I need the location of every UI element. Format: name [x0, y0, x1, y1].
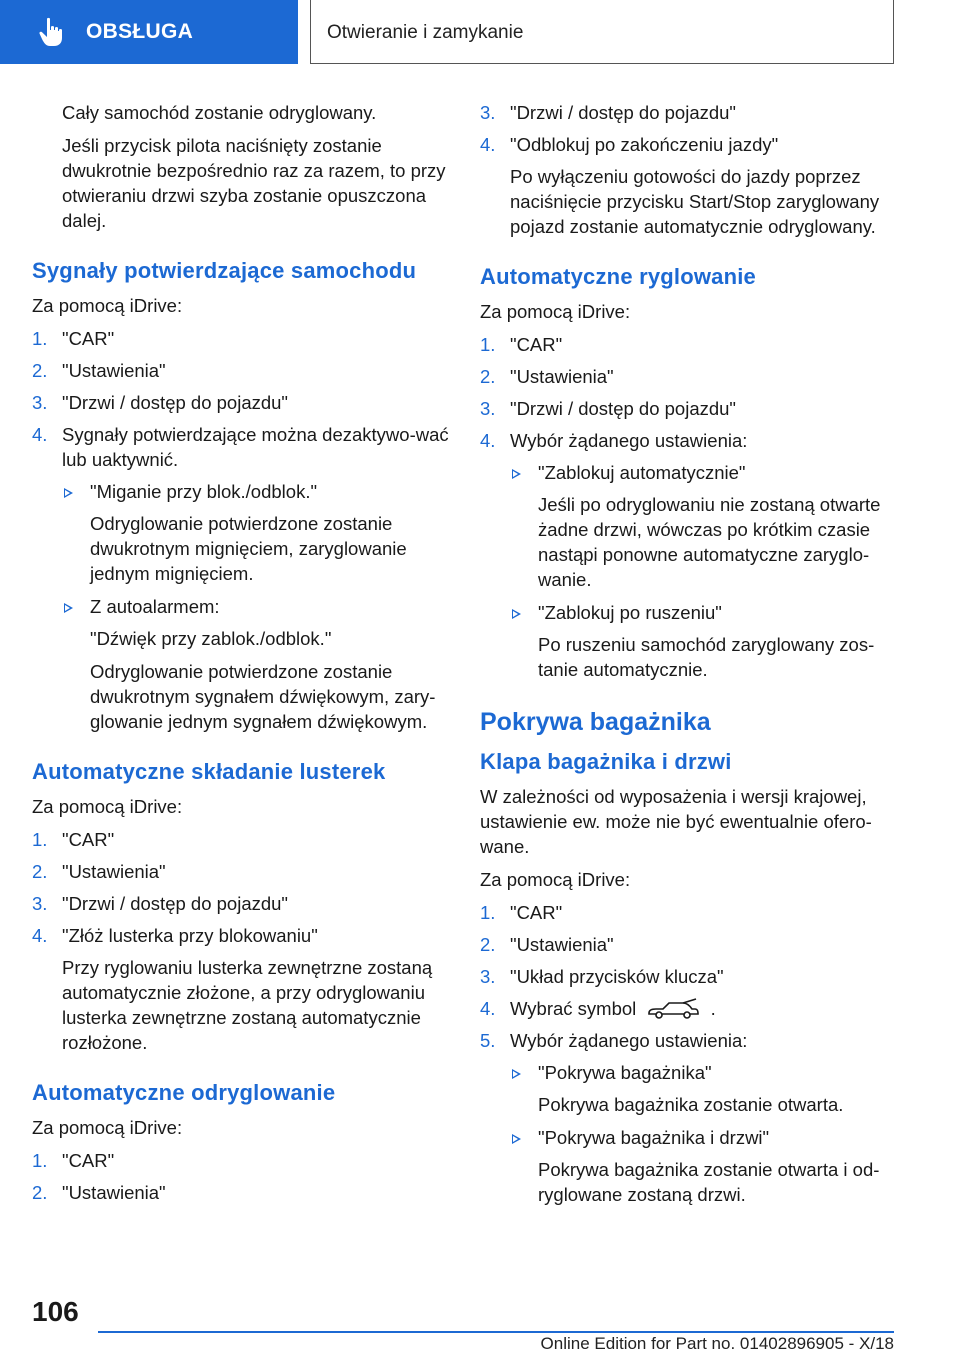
paragraph: Przy ryglowaniu lusterka zewnętrzne zostaną automatycznie złożone, a przy odryglowaniu lusterka zewnętrzne zostaną automatycznie rozłożone. [62, 957, 433, 1053]
list-item [480, 996, 900, 1021]
list-number: 1. [480, 334, 496, 355]
paragraph: Jeśli po odryglowaniu nie zostaną otwarte żadne drzwi, wówczas po krótkim czasie nastąpi ponowne automatyczne zaryglo-wanie. [538, 494, 881, 590]
list-item [480, 932, 900, 957]
paragraph: Po wyłączeniu gotowości do jazdy poprzez naciśnięcie przycisku Start/Stop zaryglowany pojazd zostanie automatycznie odryglowany. [510, 166, 880, 237]
list-text: "CAR" [62, 328, 115, 349]
section-heading: Automatyczne składanie lusterek [32, 759, 386, 784]
sub-item [32, 594, 452, 619]
section-heading: Automatyczne ryglowanie [480, 264, 756, 289]
list-item [32, 358, 452, 383]
list-item [32, 1180, 452, 1205]
paragraph: Cały samochód zostanie odryglowany. [62, 102, 377, 123]
list-text: "Odblokuj po zakończeniu jazdy" [510, 134, 779, 155]
list-number: 2. [32, 360, 48, 381]
list-text: "Ustawienia" [510, 934, 614, 955]
paragraph: W zależności od wyposażenia i wersji krajowej, ustawienie ew. może nie być ewentualnie ofero-wane. [480, 786, 872, 857]
list-number: 4. [32, 925, 48, 946]
paragraph: Odryglowanie potwierdzone zostanie dwukrotnym sygnałem dźwiękowym, zary-glowanie jednym sygnałem dźwiękowym. [90, 661, 436, 732]
lead-text: Za pomocą iDrive: [32, 295, 183, 316]
section-heading: Automatyczne odryglowanie [32, 1080, 336, 1105]
list-number: 3. [480, 102, 496, 123]
list-item [32, 1148, 452, 1173]
sub-item [32, 479, 452, 504]
section-heading: Sygnały potwierdzające samochodu [32, 258, 417, 283]
chapter-heading: Pokrywa bagażnika [480, 708, 711, 736]
list-item [32, 326, 452, 351]
list-number: 4. [480, 134, 496, 155]
list-number: 3. [480, 398, 496, 419]
list-number: 4. [480, 430, 496, 451]
list-text: "CAR" [62, 829, 115, 850]
triangle-bullet-icon [64, 603, 73, 613]
list-item [32, 422, 452, 472]
triangle-bullet-icon [512, 469, 521, 479]
list-number: 2. [480, 934, 496, 955]
list-number: 2. [480, 366, 496, 387]
section-heading: Klapa bagażnika i drzwi [480, 749, 732, 774]
list-text: Wybór żądanego ustawienia: [510, 1030, 748, 1051]
list-number: 4. [480, 998, 496, 1019]
list-number: 2. [32, 861, 48, 882]
lead-text: Za pomocą iDrive: [32, 1117, 183, 1138]
lead-text: Za pomocą iDrive: [480, 869, 631, 890]
page-number: 106 [32, 1296, 79, 1327]
list-number: 3. [32, 893, 48, 914]
paragraph: Po ruszeniu samochód zaryglowany zos-tanie automatycznie. [538, 634, 875, 680]
triangle-bullet-icon [64, 488, 73, 498]
sub-item-text: "Pokrywa bagażnika" [538, 1062, 712, 1083]
triangle-bullet-icon [512, 609, 521, 619]
sub-item [480, 1060, 900, 1085]
list-text: Wybór żądanego ustawienia: [510, 430, 748, 451]
list-item [32, 891, 452, 916]
section-tab [0, 0, 298, 64]
list-text-end: . [710, 998, 716, 1019]
sub-item [480, 460, 900, 485]
list-item [480, 396, 900, 421]
list-item [480, 332, 900, 357]
list-text: Wybrać symbol [510, 998, 637, 1019]
list-item [480, 900, 900, 925]
sub-item-text: "Zablokuj automatycznie" [538, 462, 746, 483]
car-trunk-icon [645, 998, 701, 1020]
list-text: "CAR" [510, 334, 563, 355]
sub-item [480, 600, 900, 625]
list-item [480, 100, 900, 125]
list-number: 1. [480, 902, 496, 923]
sub-item [480, 1125, 900, 1150]
list-number: 3. [480, 966, 496, 987]
list-number: 1. [32, 829, 48, 850]
hand-pointer-icon [38, 17, 66, 47]
list-text: "Drzwi / dostęp do pojazdu" [62, 392, 289, 413]
list-number: 3. [32, 392, 48, 413]
list-number: 5. [480, 1030, 496, 1051]
lead-text: Za pomocą iDrive: [480, 301, 631, 322]
footer-edition: Online Edition for Part no. 01402896905 - X/18 [540, 1334, 894, 1353]
list-item [32, 390, 452, 415]
list-text: "Drzwi / dostęp do pojazdu" [62, 893, 289, 914]
list-text: "Drzwi / dostęp do pojazdu" [510, 398, 737, 419]
list-number: 2. [32, 1182, 48, 1203]
list-item [32, 859, 452, 884]
list-item [32, 923, 452, 948]
list-item [480, 132, 900, 157]
paragraph: Pokrywa bagażnika zostanie otwarta. [538, 1094, 844, 1115]
right-column [480, 100, 900, 1215]
list-text: Sygnały potwierdzające można dezaktywo-wać lub uaktywnić. [62, 424, 449, 470]
list-item [480, 964, 900, 989]
triangle-bullet-icon [512, 1069, 521, 1079]
list-text: "CAR" [510, 902, 563, 923]
list-item [480, 1028, 900, 1053]
list-item [480, 364, 900, 389]
list-number: 1. [32, 1150, 48, 1171]
list-number: 1. [32, 328, 48, 349]
list-text: "Ustawienia" [62, 1182, 166, 1203]
list-text: "Drzwi / dostęp do pojazdu" [510, 102, 737, 123]
list-text: "Układ przycisków klucza" [510, 966, 724, 987]
paragraph: Odryglowanie potwierdzone zostanie dwukrotnym mignięciem, zaryglowanie jednym mignięciem. [90, 513, 407, 584]
section-title: OBSŁUGA [86, 20, 194, 43]
list-text: "Ustawienia" [62, 861, 166, 882]
list-text: "CAR" [62, 1150, 115, 1171]
list-item [480, 428, 900, 453]
triangle-bullet-icon [512, 1134, 521, 1144]
chapter-tab [310, 0, 894, 64]
list-text: "Ustawienia" [62, 360, 166, 381]
list-number: 4. [32, 424, 48, 445]
paragraph: Pokrywa bagażnika zostanie otwarta i od-ryglowane zostaną drzwi. [538, 1159, 880, 1205]
left-column [32, 100, 452, 1212]
sub-item-text: "Miganie przy blok./odblok." [90, 481, 318, 502]
list-text: "Złóż lusterka przy blokowaniu" [62, 925, 318, 946]
sub-item-text: "Zablokuj po ruszeniu" [538, 602, 722, 623]
list-text: "Ustawienia" [510, 366, 614, 387]
sub-item-text: "Pokrywa bagażnika i drzwi" [538, 1127, 770, 1148]
paragraph: "Dźwięk przy zablok./odblok." [90, 628, 332, 649]
list-item [32, 827, 452, 852]
footer-divider [98, 1331, 894, 1333]
chapter-title: Otwieranie i zamykanie [327, 22, 524, 43]
sub-item-text: Z autoalarmem: [90, 596, 220, 617]
paragraph: Jeśli przycisk pilota naciśnięty zostanie dwukrotnie bezpośrednio raz za razem, to przy otwieraniu drzwi szyba zostanie opuszczona dalej. [62, 135, 446, 231]
lead-text: Za pomocą iDrive: [32, 796, 183, 817]
